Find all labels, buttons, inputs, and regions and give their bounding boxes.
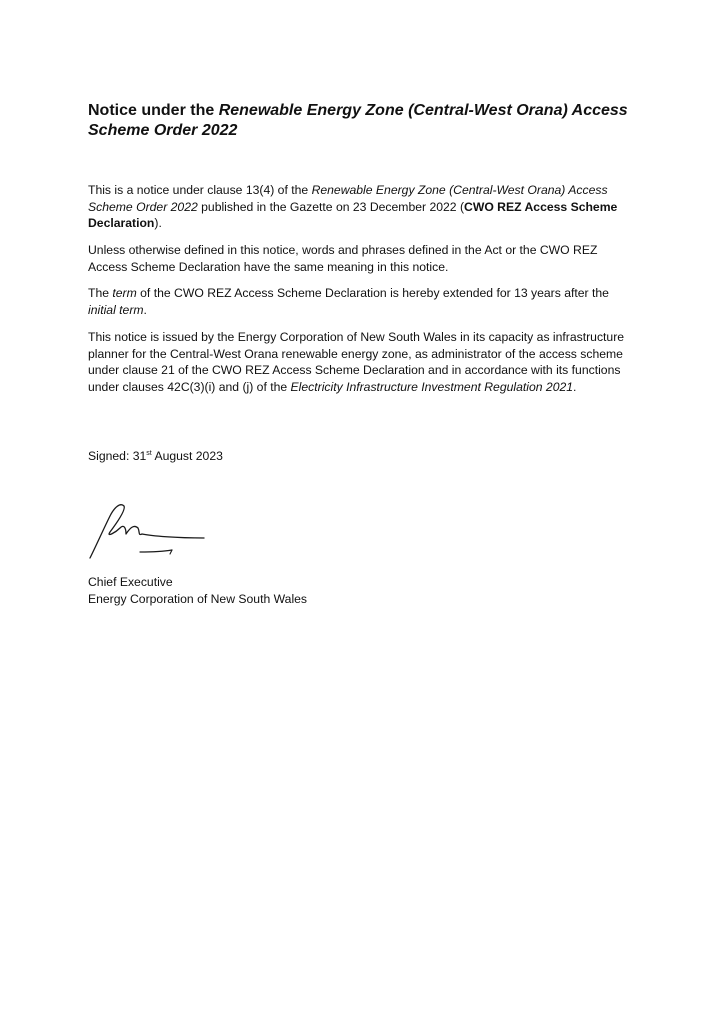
paragraph-definitions: Unless otherwise defined in this notice, words and phrases defined in the Act or the CWO REZ Access Scheme Declaration have the same meaning in this notice. bbox=[88, 243, 598, 274]
p3-term: term bbox=[112, 286, 137, 300]
p3-text-e: . bbox=[143, 302, 147, 317]
p1-text-c: published in the Gazette on 23 December 2022 ( bbox=[197, 199, 465, 214]
p4-regulation-name: Electricity Infrastructure Investment Regulation 2021 bbox=[290, 379, 574, 394]
handwritten-signature bbox=[86, 498, 210, 564]
signatory-block bbox=[88, 574, 636, 607]
p3-text-c: of the CWO REZ Access Scheme Declaration is hereby extended for 13 years after the bbox=[136, 286, 609, 300]
title-instrument: Renewable Energy Zone (Central-West Orana) Access Scheme Order 2022 bbox=[88, 102, 628, 139]
p4-text-c: . bbox=[573, 379, 577, 394]
p1-defined-term: CWO REZ Access Scheme Declaration bbox=[88, 199, 618, 231]
signed-ordinal-suffix: st bbox=[146, 449, 152, 457]
p1-text-e: ). bbox=[154, 216, 162, 231]
paragraph-term-extension bbox=[88, 285, 636, 318]
p4-text-a: This notice is issued by the Energy Corporation of New South Wales in its capacity as infrastructure planner for the Central-West Orana renewable energy zone, as administrator of the access scheme under clause 21 of the CWO REZ Access Scheme Declaration and in accordance with its functions under clauses 42C(3)(i) and (j) of the bbox=[88, 330, 625, 394]
p1-text-a: This is a notice under clause 13(4) of the bbox=[88, 183, 312, 197]
signed-date bbox=[88, 448, 636, 465]
title-prefix: Notice under the bbox=[88, 102, 219, 119]
signed-prefix: Signed: 31 bbox=[88, 449, 147, 463]
signatory-organisation: Energy Corporation of New South Wales bbox=[88, 591, 308, 606]
notice-title bbox=[88, 101, 648, 141]
paragraph-notice-basis bbox=[88, 182, 636, 232]
p1-instrument-name: Renewable Energy Zone (Central-West Orana) Access Scheme Order 2022 bbox=[88, 183, 608, 214]
p3-initial-term: initial term bbox=[88, 302, 144, 317]
signed-month-year: August 2023 bbox=[151, 449, 223, 463]
paragraph-issuer bbox=[88, 329, 636, 395]
p3-text-a: The bbox=[88, 286, 113, 300]
signatory-role: Chief Executive bbox=[88, 575, 173, 589]
